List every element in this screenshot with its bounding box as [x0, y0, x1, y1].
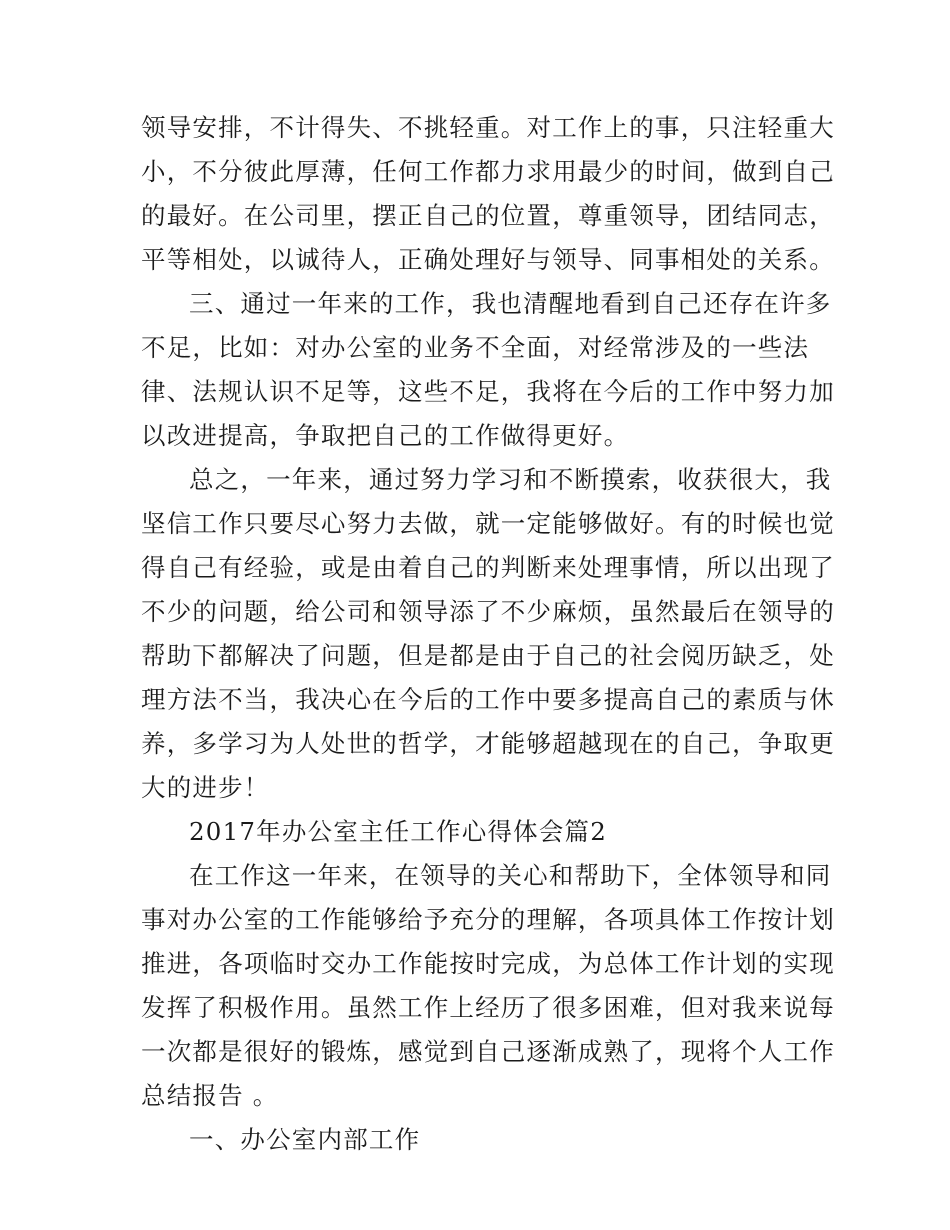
text-line: 发挥了积极作用。虽然工作上经历了很多困难，但对我来说每: [141, 993, 835, 1022]
text-line: 不足，比如：对办公室的业务不全面，对经常涉及的一些法: [141, 333, 810, 362]
paragraph-start-line: 在工作这一年来，在领导的关心和帮助下，全体领导和同: [189, 861, 832, 890]
text-line: 的最好。在公司里，摆正自己的位置，尊重领导，团结同志，: [141, 201, 835, 230]
subsection-heading: 一、办公室内部工作: [189, 1125, 421, 1154]
text-line: 推进，各项临时交办工作能按时完成，为总体工作计划的实现: [141, 949, 835, 978]
section-heading: 2017年办公室主任工作心得体会篇2: [189, 817, 608, 846]
text-line: 坚信工作只要尽心努力去做，就一定能够做好。有的时候也觉: [141, 509, 835, 538]
text-line: 帮助下都解决了问题，但是都是由于自己的社会阅历缺乏，处: [141, 641, 835, 670]
text-line: 一次都是很好的锻炼，感觉到自己逐渐成熟了，现将个人工作: [141, 1037, 835, 1066]
text-line: 以改进提高，争取把自己的工作做得更好。: [141, 421, 630, 450]
text-line: 律、法规认识不足等，这些不足，我将在今后的工作中努力加: [141, 377, 835, 406]
text-line: 不少的问题，给公司和领导添了不少麻烦，虽然最后在领导的: [141, 597, 835, 626]
text-line: 小，不分彼此厚薄，任何工作都力求用最少的时间，做到自己: [141, 157, 835, 186]
paragraph-start-line: 总之，一年来，通过努力学习和不断摸索，收获很大，我: [189, 465, 832, 494]
text-line: 事对办公室的工作能够给予充分的理解，各项具体工作按计划: [141, 905, 835, 934]
text-line: 养，多学习为人处世的哲学，才能够超越现在的自己，争取更: [141, 729, 835, 758]
text-line: 得自己有经验，或是由着自己的判断来处理事情，所以出现了: [141, 553, 835, 582]
text-line: 平等相处，以诚待人，正确处理好与领导、同事相处的关系。: [141, 245, 835, 274]
text-line: 理方法不当，我决心在今后的工作中要多提高自己的素质与休: [141, 685, 835, 714]
paragraph-start-line: 三、通过一年来的工作，我也清醒地看到自己还存在许多: [189, 289, 832, 318]
text-line: 大的进步！: [141, 773, 270, 802]
text-line: 总结报告 。: [141, 1081, 279, 1110]
text-line: 领导安排，不计得失、不挑轻重。对工作上的事，只注轻重大: [141, 113, 835, 142]
